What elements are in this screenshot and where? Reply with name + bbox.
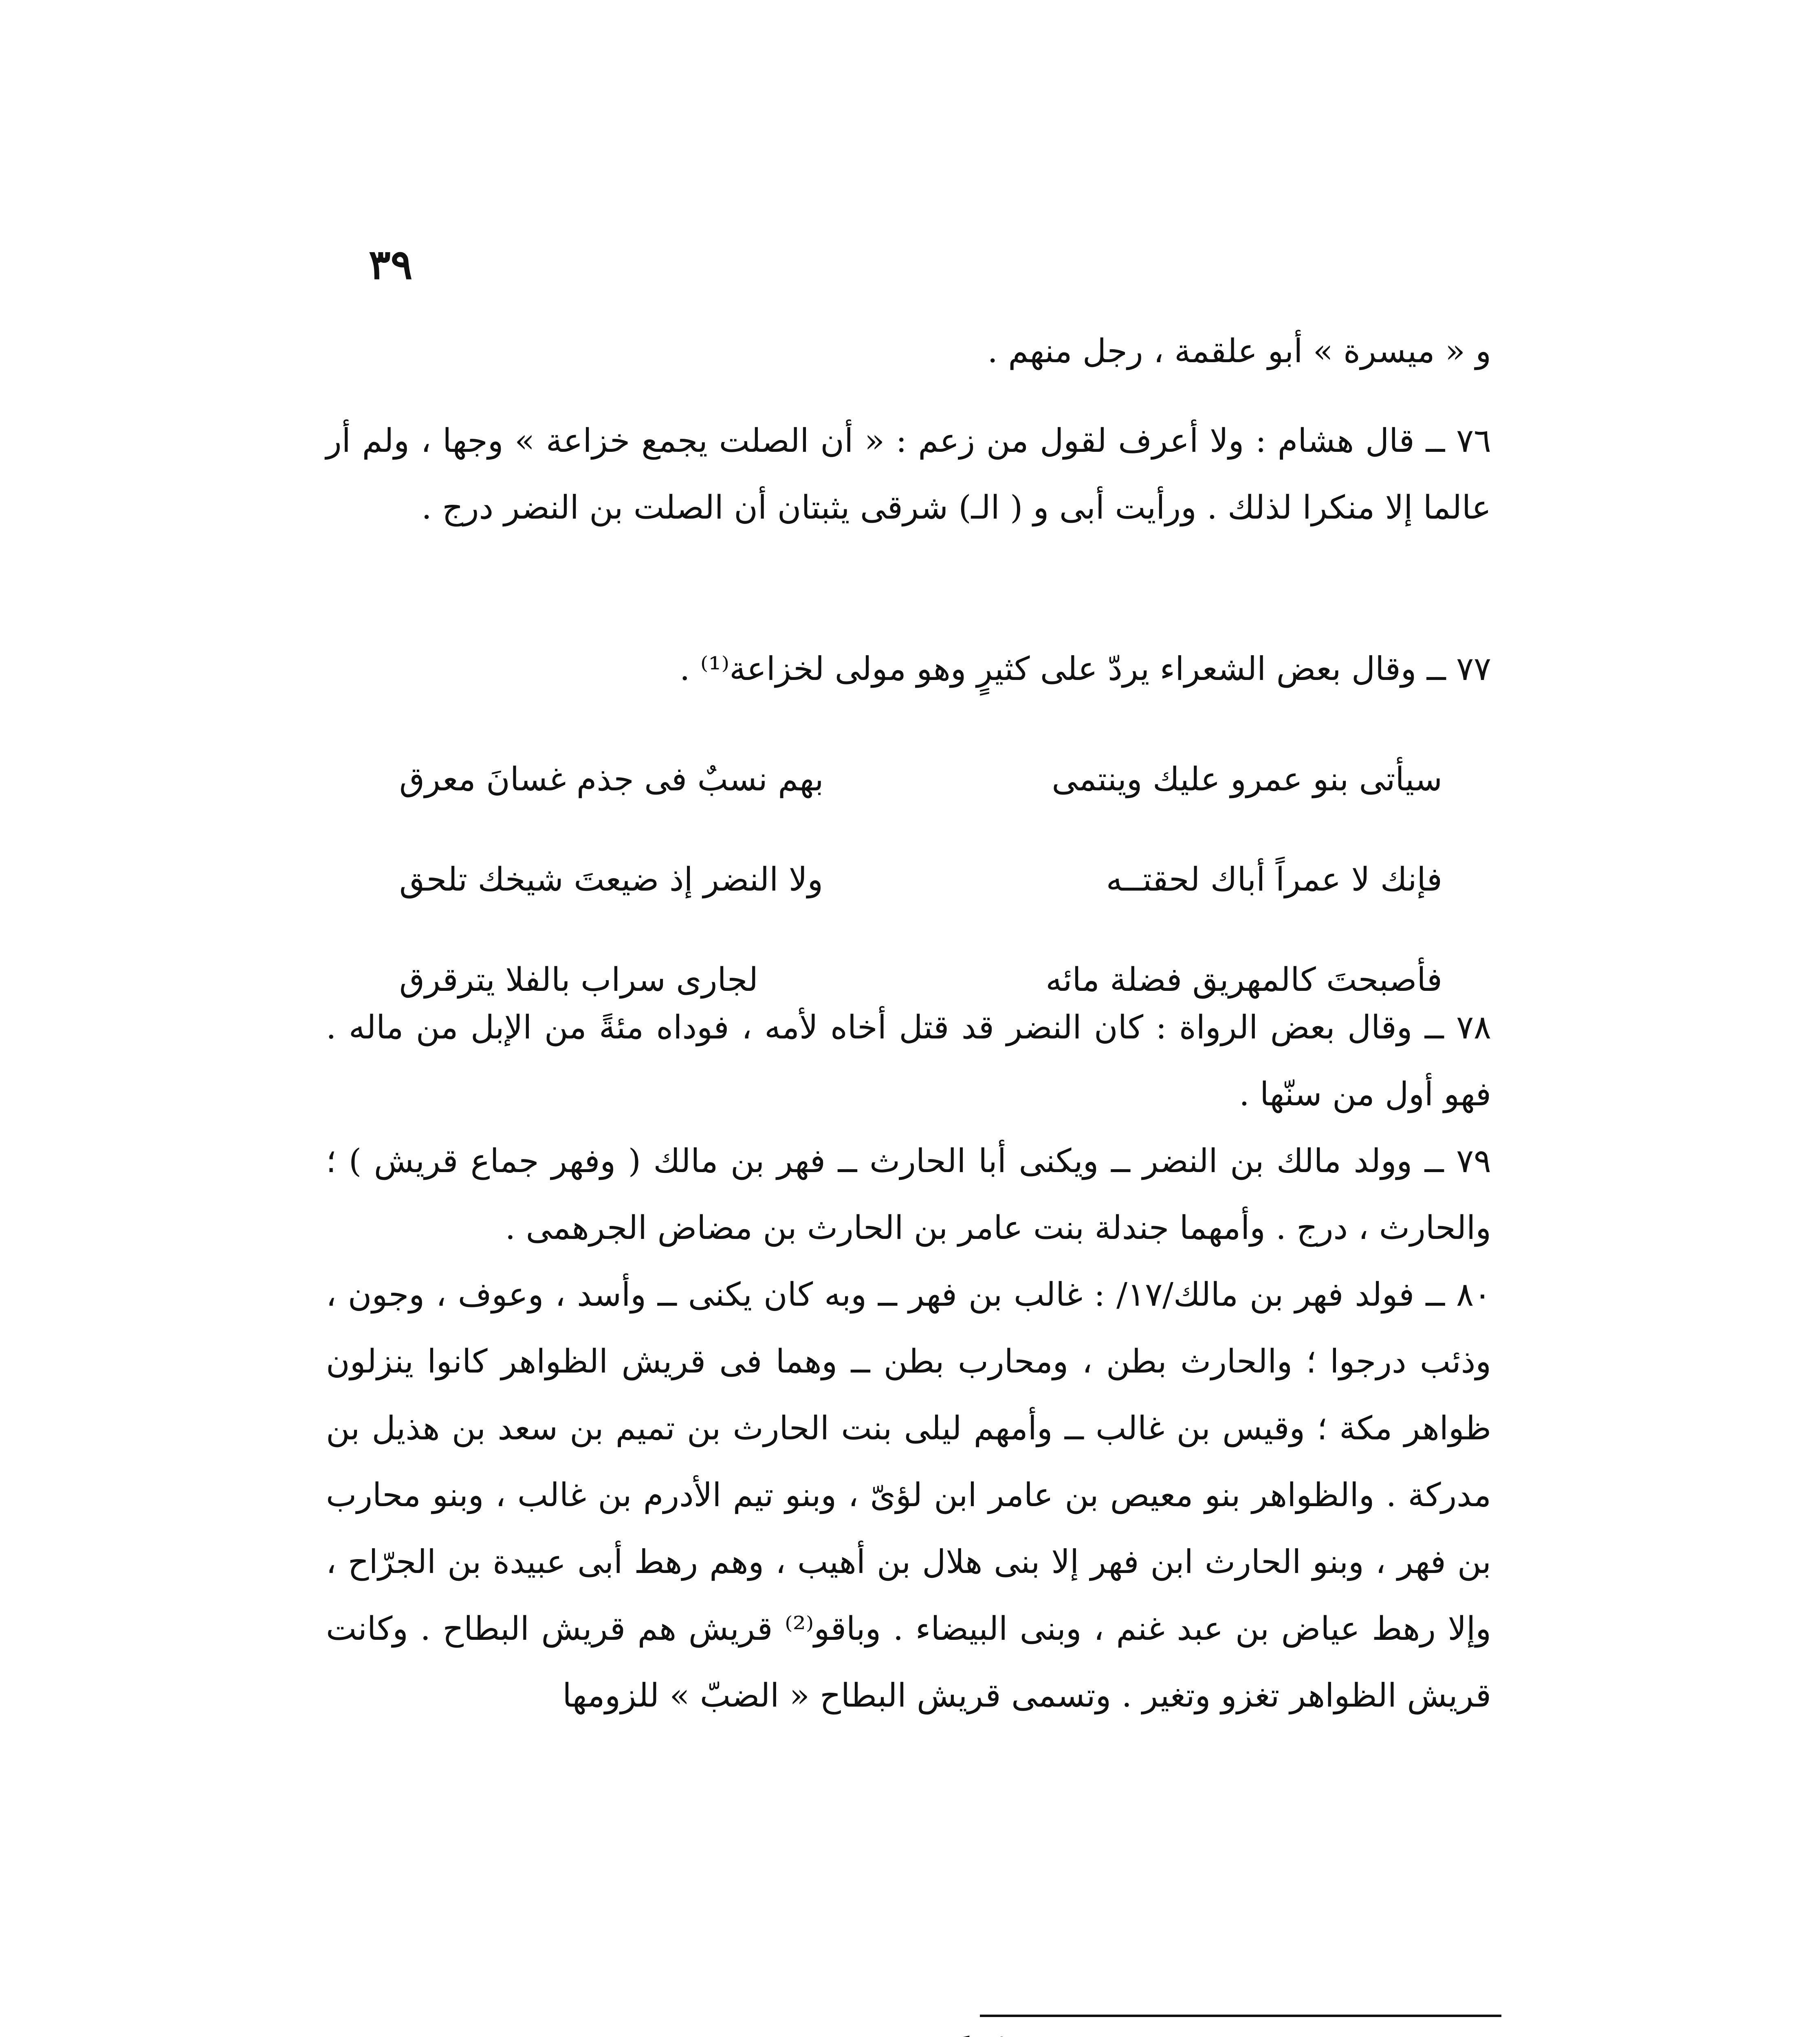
paragraph: ٨٠ ــ فولد فهر بن مالك/١٧/ : غالب بن فهر ــ وبه كان يكنى ــ وأسد ، وعوف ، وجون ، وذئب درجوا ؛ والحارث بطن ، ومحارب بطن ــ وهما فى قريش الظواهر كانوا ينزلون ظواهر مكة ؛ وقيس بن غالب ــ وأمهم ليلى بنت الحارث بن تميم بن سعد بن هذيل بن مدركة . والظواهر بنو معيص بن عامر ابن لؤىّ ، وبنو تيم الأدرم بن غالب ، وبنو محارب بن فهر ، وبنو الحارث ابن فهر إلا بنى هلال بن أهيب ، وهم رهط أبى عبيدة بن الجرّاح ، وإلا رهط عياض بن عبد غنم ، وبنى البيضاء . وباقو⁽²⁾ قريش هم قريش البطاح . وكانت قريش الظواهر تغزو وتغير . وتسمى قريش البطاح « الضبّ » للزومها bbox=[326, 1276, 1492, 1714]
hemistich-right: فأصبحتَ كالمهريق فضلة مائه bbox=[1045, 961, 1442, 999]
paragraph: ٧٨ ــ وقال بعض الرواة : كان النضر قد قتل أخاه لأمه ، فوداه مئةً من الإبل من ماله . فهو أول من سنّها . bbox=[326, 1008, 1491, 1113]
poem-verse bbox=[399, 829, 1442, 930]
paragraph: ٧٩ ــ وولد مالك بن النضر ــ ويكنى أبا الحارث ــ فهر بن مالك ( وفهر جماع قريش ) ؛ والحارث ، درج . وأمهما جندلة بنت عامر بن الحارث بن مضاض الجرهمى . bbox=[326, 1142, 1491, 1247]
paragraph: ٧٧ ــ وقال بعض الشعراء يردّ على كثيرٍ وهو مولى لخزاعة⁽¹⁾ . bbox=[680, 650, 1491, 688]
paragraphs-78-80-block bbox=[326, 994, 1491, 1729]
footnotes bbox=[334, 2031, 1491, 2037]
poem-verse bbox=[399, 729, 1442, 829]
footnote bbox=[334, 2031, 1491, 2037]
hemistich-right: سيأتى بنو عمرو عليك وينتمى bbox=[1052, 760, 1442, 798]
footnote-divider bbox=[980, 2015, 1501, 2017]
hemistich-left: بهم نسبٌ فى جذم غسانَ معرق bbox=[399, 760, 824, 798]
hemistich-right: فإنك لا عمراً أباك لحقتــه bbox=[1106, 860, 1442, 898]
poem bbox=[399, 729, 1442, 1030]
paragraph: و « ميسرة » أبو علقمة ، رجل منهم . bbox=[987, 332, 1491, 370]
hemistich-left: لجارى سراب بالفلا يترقرق bbox=[399, 961, 758, 999]
intro-block bbox=[326, 318, 1491, 385]
paragraph-77-block bbox=[326, 636, 1491, 702]
paragraph-76-block bbox=[326, 407, 1491, 541]
page-number: ٣٩ bbox=[369, 240, 413, 288]
hemistich-left: ولا النضر إذ ضيعتَ شيخك تلحق bbox=[399, 860, 823, 898]
paragraph: ٧٦ ــ قال هشام : ولا أعرف لقول من زعم : « أن الصلت يجمع خزاعة » وجها ، ولم أر عالما إلا منكرا لذلك . ورأيت أبى و ( الـ) شرقى يثبتان أن الصلت بن النضر درج . bbox=[326, 422, 1491, 526]
